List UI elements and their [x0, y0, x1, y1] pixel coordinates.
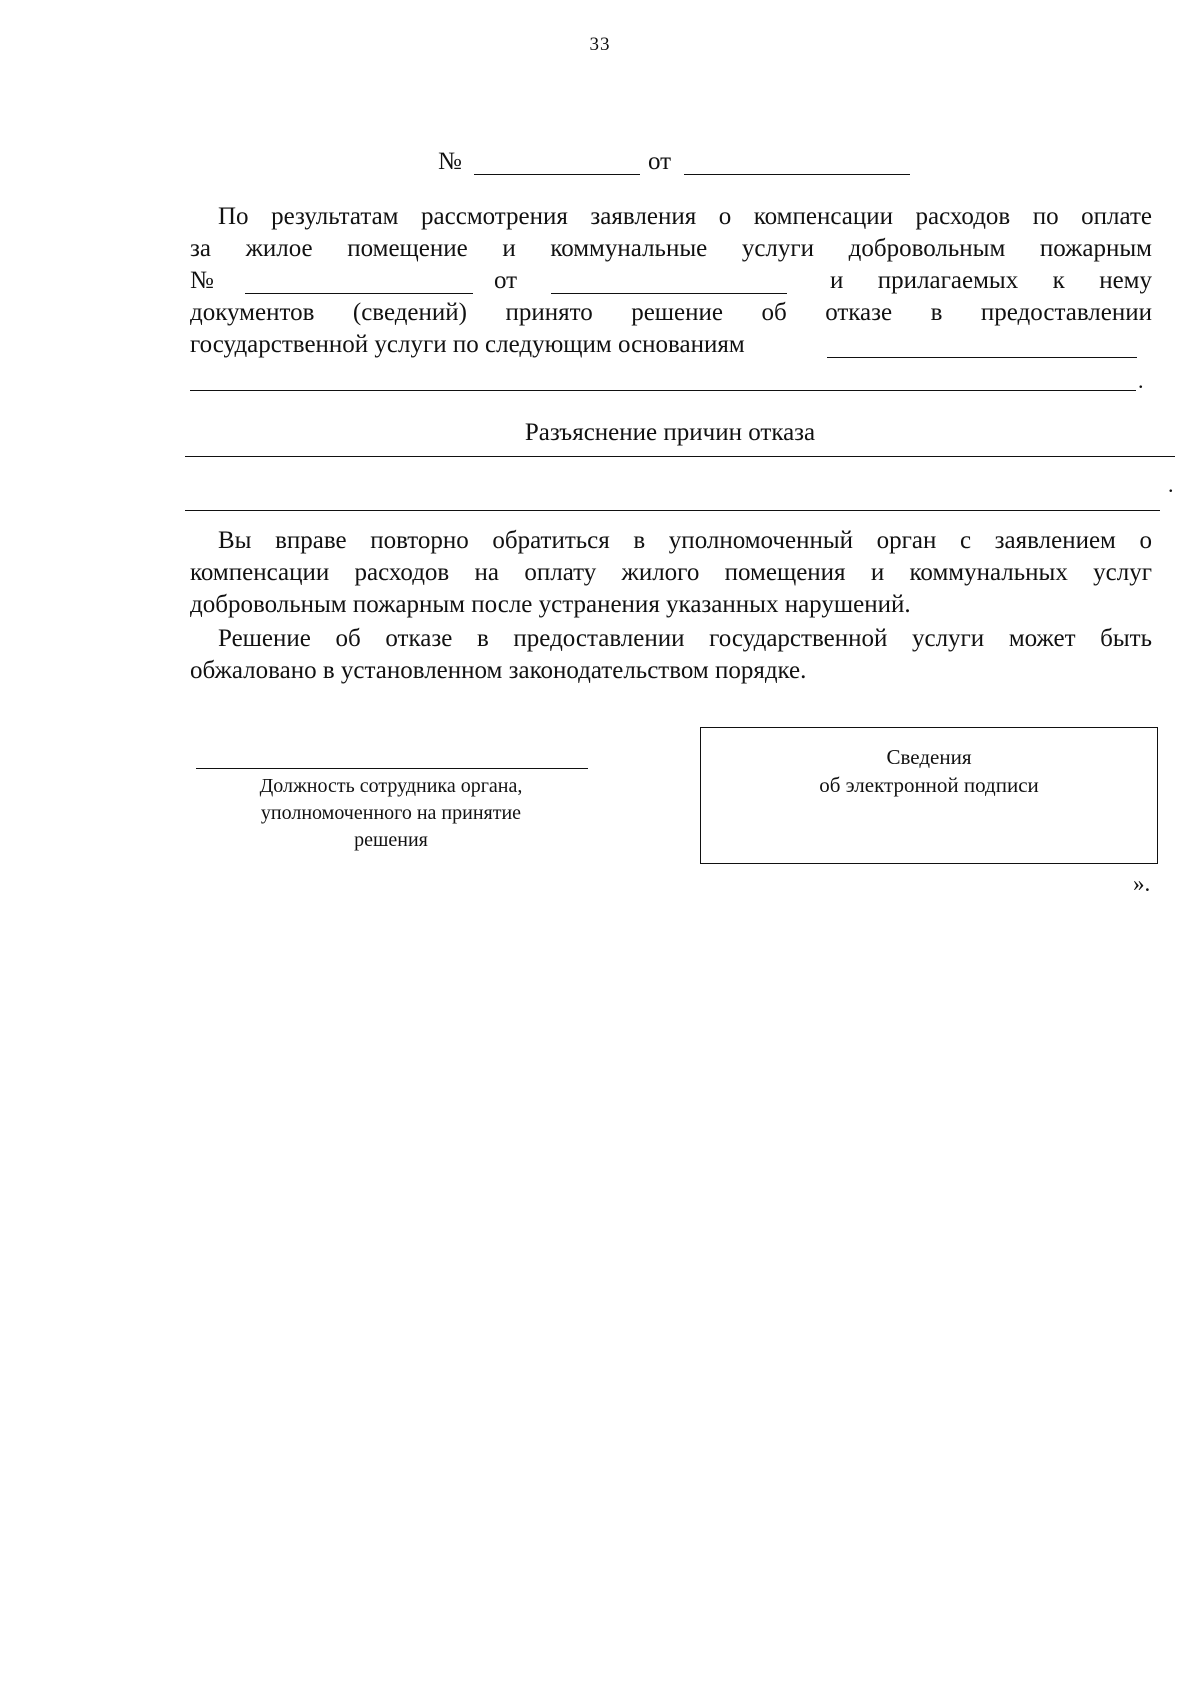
signature-box-title: Сведения: [886, 745, 972, 769]
application-number-field[interactable]: [245, 293, 473, 294]
official-position-field[interactable]: [196, 768, 588, 769]
document-date-field[interactable]: [684, 174, 910, 175]
page-number: 33: [589, 34, 611, 55]
paragraph-line: и прилагаемых к нему: [830, 267, 1152, 294]
paragraph-line: Решение об отказе в предоставлении государственной услуги может быть: [218, 625, 1152, 652]
explanation-end-mark: .: [1168, 472, 1174, 497]
position-caption-line: Должность сотрудника органа,: [259, 775, 523, 797]
explanation-field-line-1[interactable]: [185, 456, 1175, 457]
application-from-label: от: [494, 267, 518, 294]
application-number-sign: №: [190, 267, 214, 294]
closing-quote: ».: [1133, 871, 1151, 896]
paragraph-line: По результатам рассмотрения заявления о компенсации расходов по оплате: [218, 203, 1152, 230]
document-number-field[interactable]: [474, 174, 640, 175]
from-label: от: [648, 148, 672, 175]
paragraph-line: государственной услуги по следующим основаниям: [190, 331, 745, 358]
paragraph-line: компенсации расходов на оплату жилого помещения и коммунальных услуг: [190, 559, 1152, 586]
number-sign: №: [438, 148, 462, 175]
position-caption-line: решения: [354, 829, 428, 851]
paragraph-line: за жилое помещение и коммунальные услуги добровольным пожарным: [190, 235, 1152, 262]
refusal-grounds-field[interactable]: [827, 357, 1137, 358]
refusal-grounds-field-continued[interactable]: [190, 390, 1136, 391]
position-caption-line: уполномоченного на принятие: [260, 802, 522, 824]
paragraph-line: обжаловано в установленном законодательством порядке.: [190, 657, 807, 684]
paragraph-line: документов (сведений) принято решение об отказе в предоставлении: [190, 299, 1152, 326]
signature-box-subtitle: об электронной подписи: [819, 773, 1039, 797]
paragraph-line: добровольным пожарным после устранения указанных нарушений.: [190, 591, 911, 618]
electronic-signature-box: [700, 727, 1158, 864]
line-end-period: .: [1138, 368, 1144, 393]
explanation-field-line-2[interactable]: [185, 510, 1160, 511]
application-date-field[interactable]: [551, 293, 787, 294]
paragraph-line: Вы вправе повторно обратиться в уполномоченный орган с заявлением о: [218, 527, 1152, 554]
explanation-heading: Разъяснение причин отказа: [524, 419, 816, 446]
